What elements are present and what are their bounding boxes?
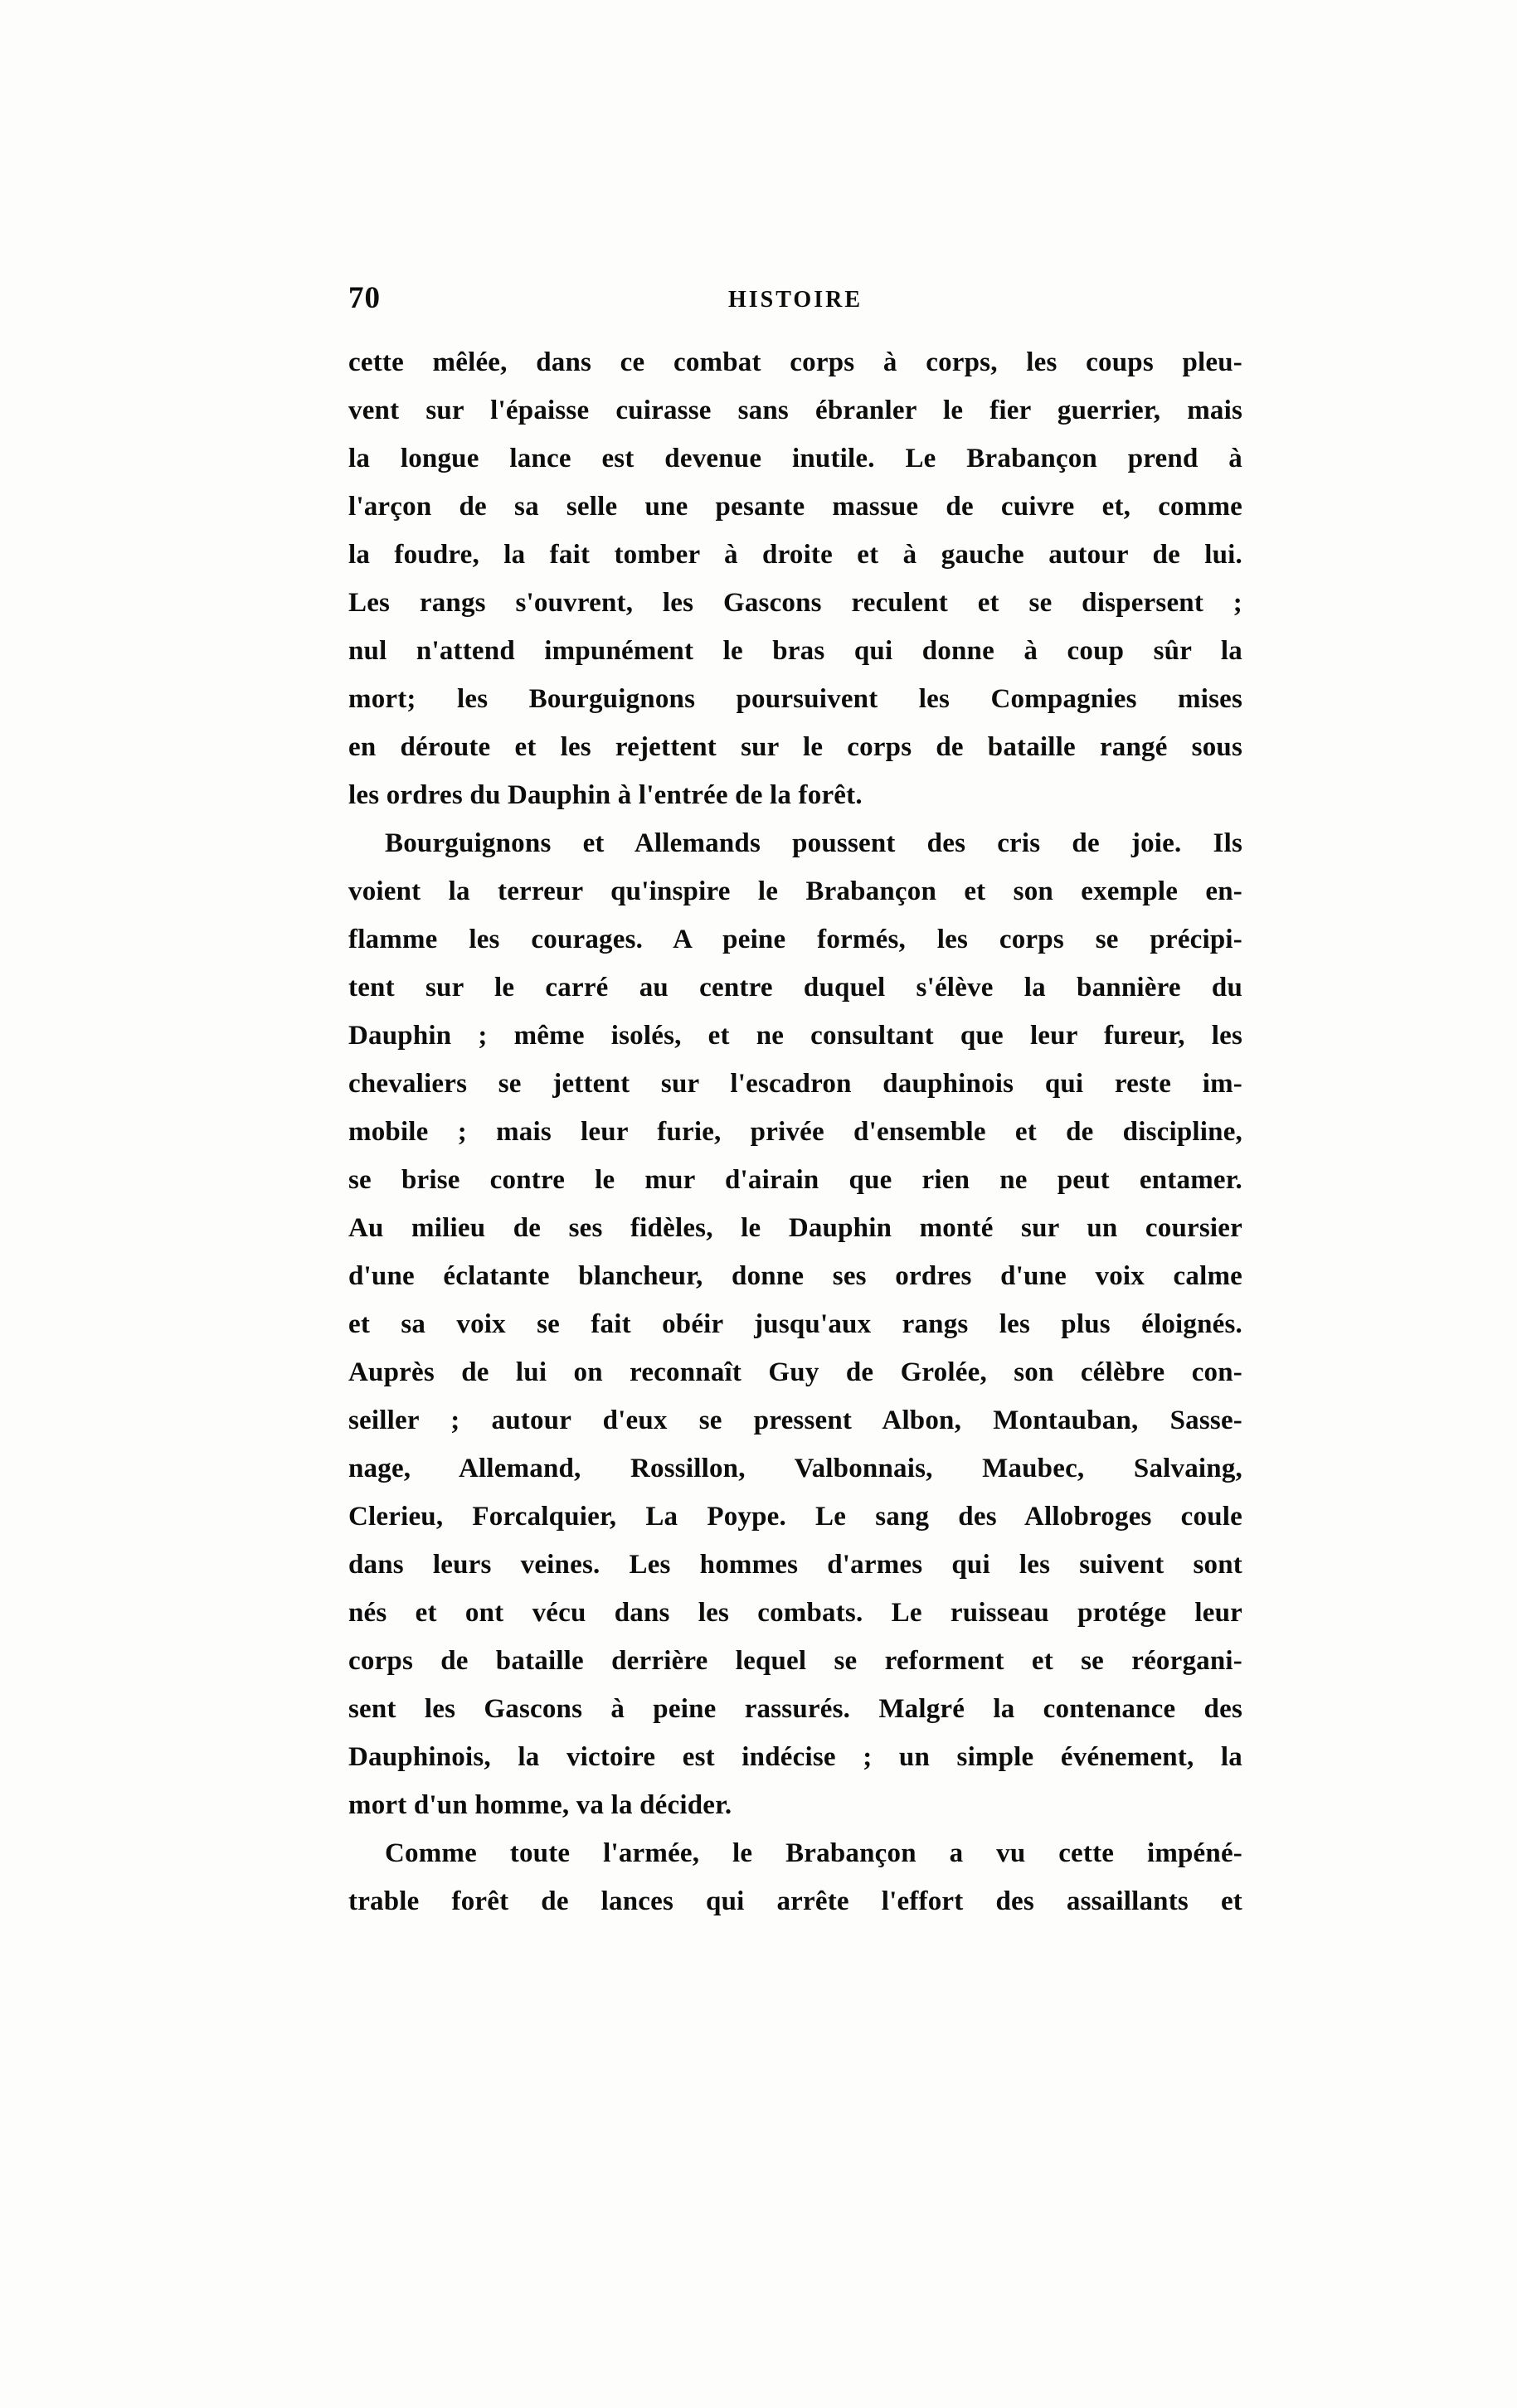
text-line: corps de bataille derrière lequel se reforment et se réorgani- bbox=[348, 1646, 1242, 1676]
text-line: Dauphin ; même isolés, et ne consultant que leur fureur, les bbox=[348, 1021, 1242, 1051]
text-line: nul n'attend impunément le bras qui donne à coup sûr la bbox=[348, 636, 1242, 666]
text-line: Clerieu, Forcalquier, La Poype. Le sang des Allobroges coule bbox=[348, 1502, 1242, 1532]
text-line: Dauphinois, la victoire est indécise ; un simple événement, la bbox=[348, 1742, 1242, 1772]
text-line: en déroute et les rejettent sur le corps de bataille rangé sous bbox=[348, 732, 1242, 762]
text-line: Les rangs s'ouvrent, les Gascons reculent et se dispersent ; bbox=[348, 588, 1242, 618]
page-header bbox=[348, 279, 1242, 320]
text-line: trable forêt de lances qui arrête l'effort des assaillants et bbox=[348, 1886, 1242, 1916]
text-line: la foudre, la fait tomber à droite et à gauche autour de lui. bbox=[348, 540, 1242, 570]
text-line: nés et ont vécu dans les combats. Le ruisseau protége leur bbox=[348, 1598, 1242, 1628]
text-line: mobile ; mais leur furie, privée d'ensemble et de discipline, bbox=[348, 1117, 1242, 1147]
text-line: nage, Allemand, Rossillon, Valbonnais, Maubec, Salvaing, bbox=[348, 1454, 1242, 1483]
text-line: la longue lance est devenue inutile. Le Brabançon prend à bbox=[348, 444, 1242, 473]
text-line: l'arçon de sa selle une pesante massue de cuivre et, comme bbox=[348, 492, 1242, 522]
text-line: mort d'un homme, va la décider. bbox=[348, 1790, 732, 1820]
text-line: les ordres du Dauphin à l'entrée de la forêt. bbox=[348, 780, 863, 810]
text-line: dans leurs veines. Les hommes d'armes qui les suivent sont bbox=[348, 1550, 1242, 1580]
text-line: seiller ; autour d'eux se pressent Albon, Montauban, Sasse- bbox=[348, 1405, 1242, 1435]
text-block bbox=[348, 338, 1242, 1925]
text-line: chevaliers se jettent sur l'escadron dauphinois qui reste im- bbox=[348, 1069, 1242, 1099]
text-line: Bourguignons et Allemands poussent des cris de joie. Ils bbox=[385, 828, 1242, 858]
text-line: Auprès de lui on reconnaît Guy de Grolée, son célèbre con- bbox=[348, 1357, 1242, 1387]
text-line: Comme toute l'armée, le Brabançon a vu cette impéné- bbox=[385, 1838, 1242, 1868]
text-line: voient la terreur qu'inspire le Brabançon et son exemple en- bbox=[348, 876, 1242, 906]
text-line: cette mêlée, dans ce combat corps à corps, les coups pleu- bbox=[348, 347, 1242, 377]
text-line: d'une éclatante blancheur, donne ses ordres d'une voix calme bbox=[348, 1261, 1242, 1291]
text-line: tent sur le carré au centre duquel s'élève la bannière du bbox=[348, 973, 1242, 1003]
text-line: flamme les courages. A peine formés, les corps se précipi- bbox=[348, 925, 1242, 954]
text-line: et sa voix se fait obéir jusqu'aux rangs les plus éloignés. bbox=[348, 1309, 1242, 1339]
text-line: vent sur l'épaisse cuirasse sans ébranler le fier guerrier, mais bbox=[348, 396, 1242, 425]
text-line: Au milieu de ses fidèles, le Dauphin monté sur un coursier bbox=[348, 1213, 1242, 1243]
running-title: HISTOIRE bbox=[728, 287, 863, 313]
text-line: se brise contre le mur d'airain que rien ne peut entamer. bbox=[348, 1165, 1242, 1195]
text-line: mort; les Bourguignons poursuivent les Compagnies mises bbox=[348, 684, 1242, 714]
text-line: sent les Gascons à peine rassurés. Malgré la contenance des bbox=[348, 1694, 1242, 1724]
page-number: 70 bbox=[348, 281, 381, 315]
